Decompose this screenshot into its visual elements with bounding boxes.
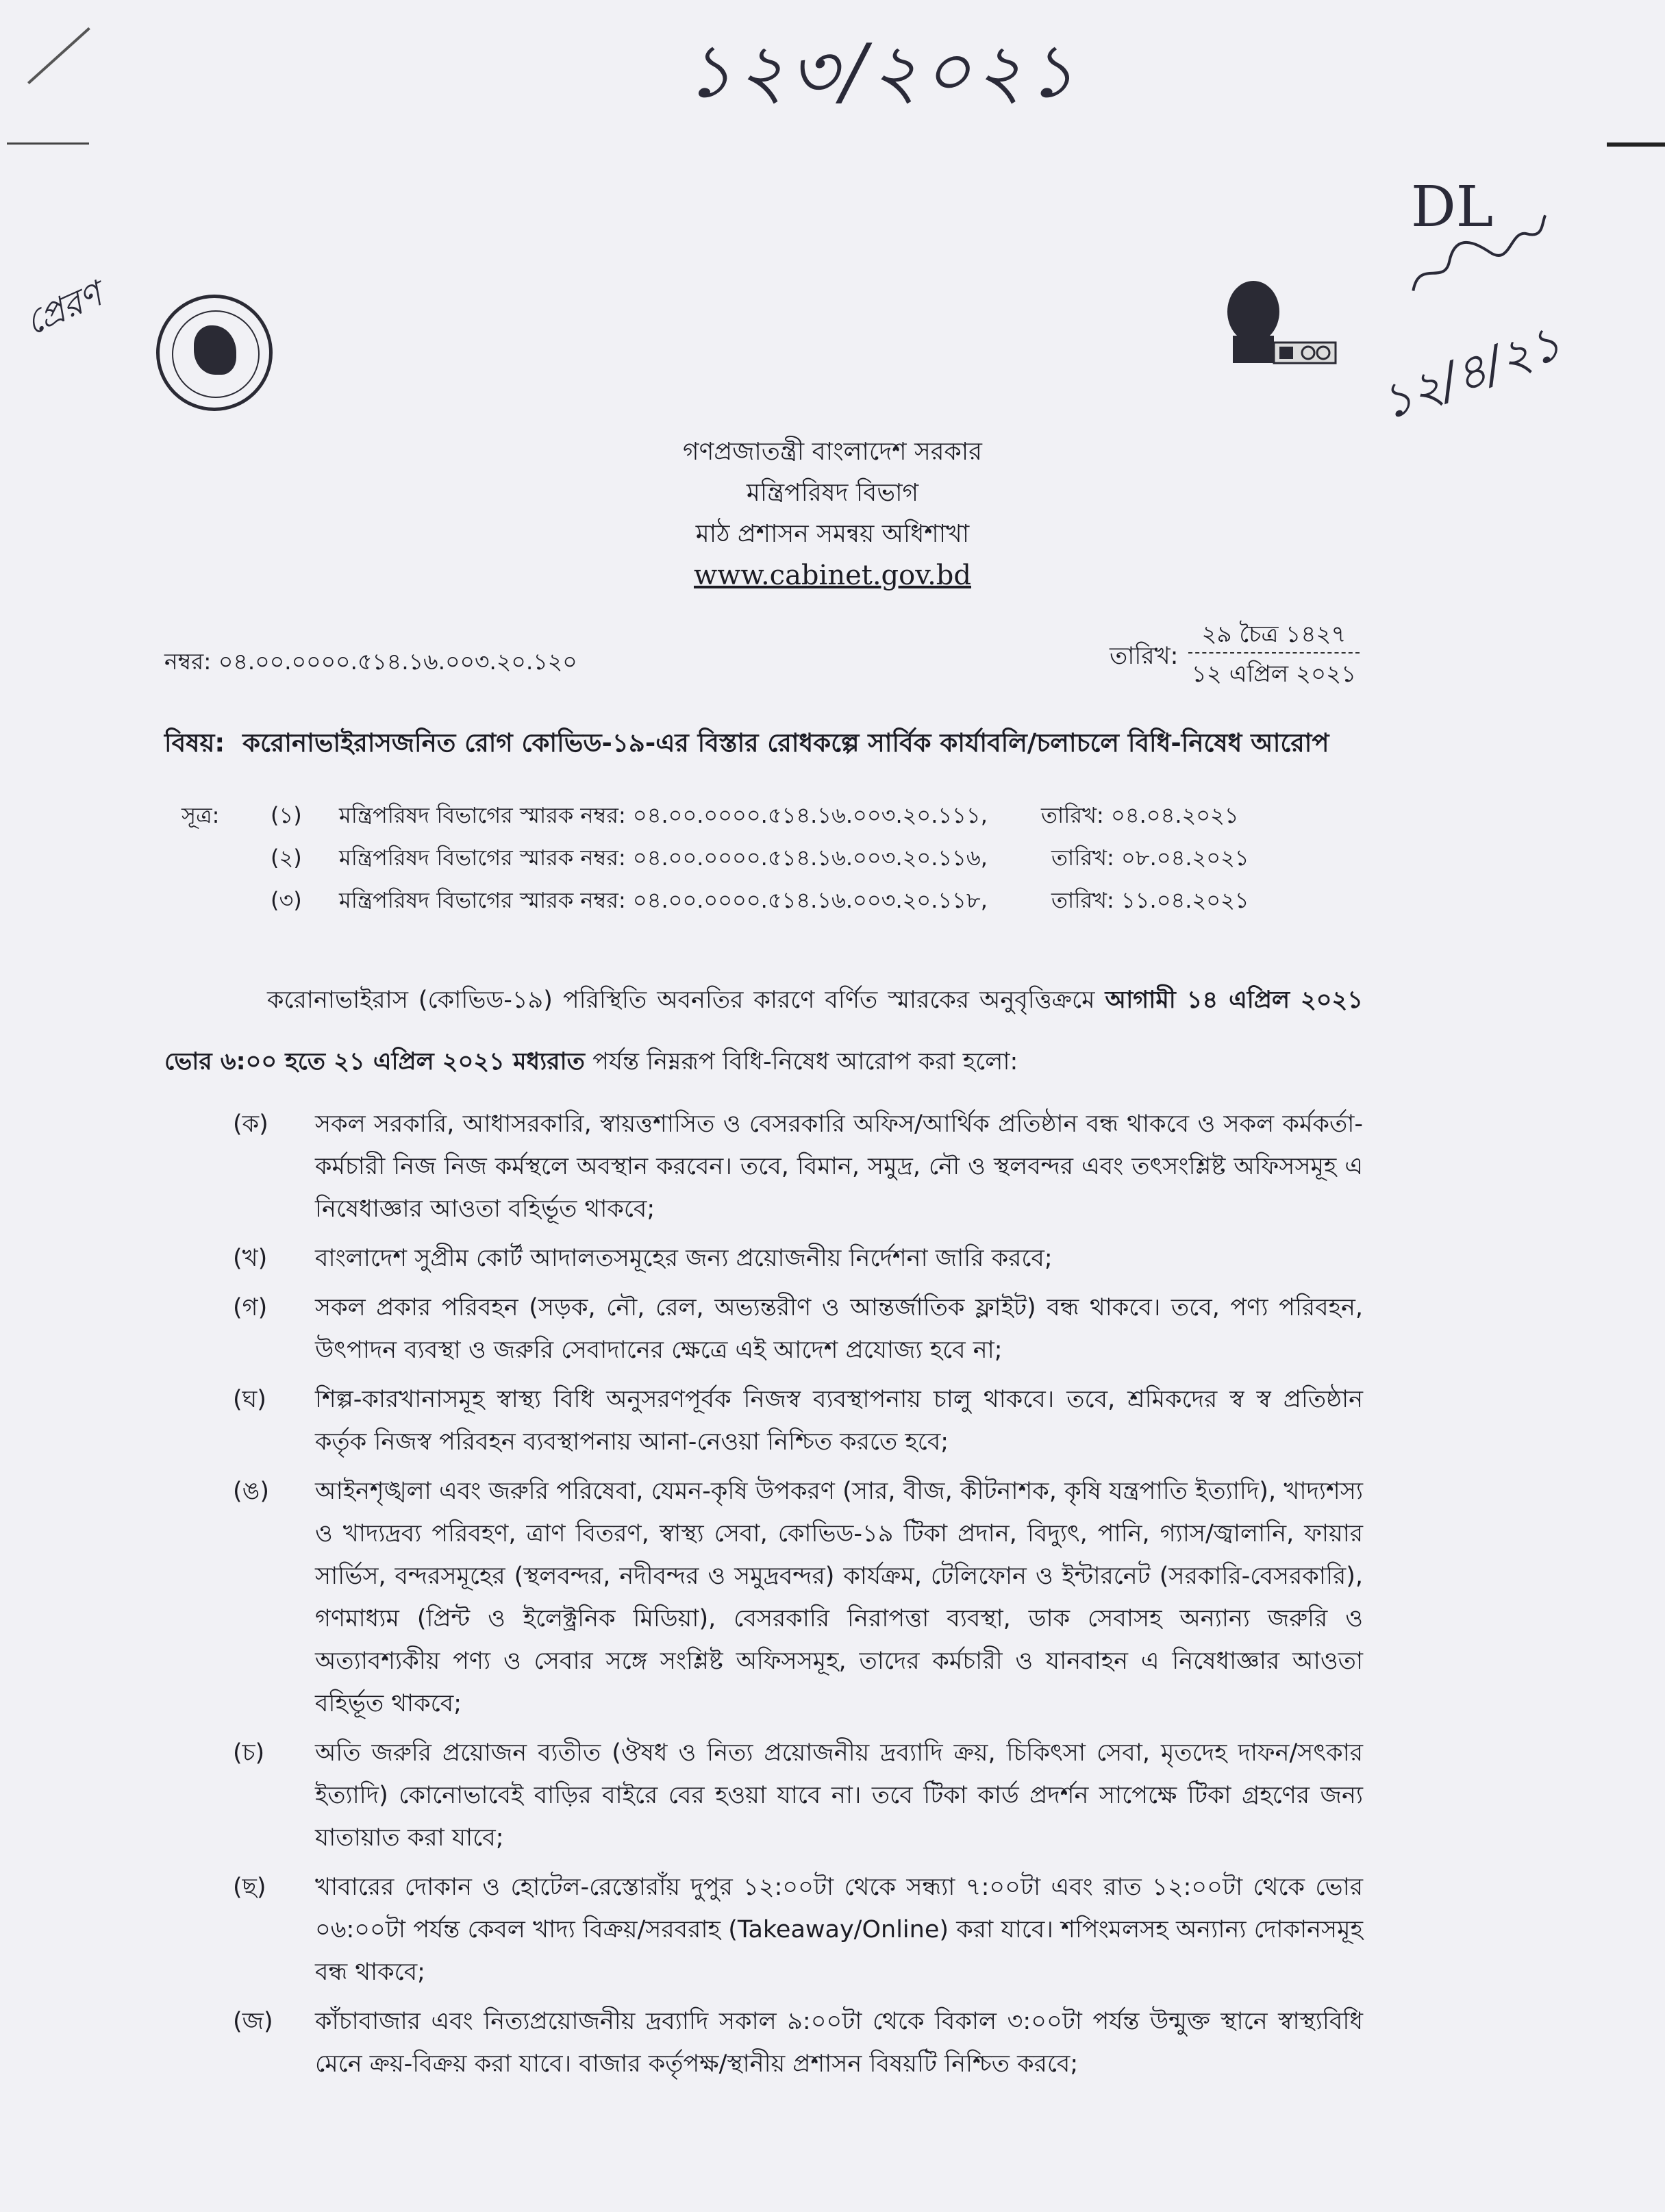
division-name: মন্ত্রিপরিষদ বিভাগ [746,479,919,507]
item-marker: (ক) [233,1110,268,1138]
subject-text: করোনাভাইরাসজনিত রোগ কোভিড-১৯-এর বিস্তার রোধকল্পে সার্বিক কার্যাবলি/চলাচলে বিধি-নিষেধ আরোপ [242,728,1329,758]
page-edge-mark [7,142,89,145]
item-marker: (খ) [233,1245,268,1272]
restriction-list [233,1103,1363,2092]
item-text: কাঁচাবাজার এবং নিত্যপ্রয়োজনীয় দ্রব্যাদি সকাল ৯:০০টা থেকে বিকাল ৩:০০টা পর্যন্ত উন্মুক্ত স্থানে স্বাস্থ্যবিধি মেনে ক্রয়-বিক্রয় করা যাবে। বাজার কর্তৃপক্ষ/স্থানীয় প্রশাসন বিষয়টি নিশ্চিত করবে; [315,2008,1363,2078]
item-text: সকল সরকারি, আধাসরকারি, স্বায়ত্তশাসিত ও বেসরকারি অফিস/আর্থিক প্রতিষ্ঠান বন্ধ থাকবে ও সকল কর্মকর্তা-কর্মচারী নিজ নিজ কর্মস্থলে অবস্থান করবেন। তবে, বিমান, সমুদ্র, নৌ ও স্থলবন্দর এবং তৎসংশ্লিষ্ট অফিসসমূহ এ নিষেধাজ্ঞার আওতা বহির্ভূত থাকবে; [315,1110,1363,1223]
item-marker: (ঙ) [233,1478,269,1505]
item-text: সকল প্রকার পরিবহন (সড়ক, নৌ, রেল, অভ্যন্তরীণ ও আন্তর্জাতিক ফ্লাইট) বন্ধ থাকবে। তবে, পণ্য পরিবহন, উৎপাদন ব্যবস্থা ও জরুরি সেবাদানের ক্ষেত্রে এই আদেশ প্রযোজ্য হবে না; [315,1294,1363,1364]
handwritten-file-number: ১২৩/২০২১ [685,29,1079,114]
handwritten-left-note: প্রেরণ [19,274,108,343]
restriction-item [233,1470,1363,1725]
source-text: মন্ত্রিপরিষদ বিভাগের স্মারক নম্বর: ০৪.০০.০০০০.৫১৪.১৬.০০৩.২০.১১৮, [339,887,988,913]
government-name: গণপ্রজাতন্ত্রী বাংলাদেশ সরকার [682,438,982,466]
government-seal-icon [156,295,273,411]
item-marker: (ছ) [233,1874,266,1901]
source-date: তারিখ: ০৪.০৪.২০২১ [1041,802,1239,828]
item-marker: (গ) [233,1294,268,1321]
source-number: (২) [271,845,302,871]
date-block [1188,617,1360,695]
restriction-item [233,1103,1363,1230]
item-text: শিল্প-কারখানাসমূহ স্বাস্থ্য বিধি অনুসরণপূর্বক নিজস্ব ব্যবস্থাপনায় চালু থাকবে। তবে, শ্রমিকদের স্ব স্ব প্রতিষ্ঠান কর্তৃক নিজস্ব পরিবহন ব্যবস্থাপনায় আনা-নেওয়া নিশ্চিত করতে হবে; [315,1386,1363,1456]
restriction-item [233,1732,1363,1859]
intro-bold-period: আগামী ১৪ এপ্রিল ২০২১ ভোর ৬:০০ হতে ২১ এপ্রিল ২০২১ মধ্যরাত [164,986,1363,1076]
source-date: তারিখ: ১১.০৪.২০২১ [1051,887,1249,913]
source-number: (১) [271,802,302,828]
item-text: আইনশৃঙ্খলা এবং জরুরি পরিষেবা, যেমন-কৃষি উপকরণ (সার, বীজ, কীটনাশক, কৃষি যন্ত্রপাতি ইত্যাদি), খাদ্যশস্য ও খাদ্যদ্রব্য পরিবহণ, ত্রাণ বিতরণ, স্বাস্থ্য সেবা, কোভিড-১৯ টিকা প্রদান, বিদ্যুৎ, পানি, গ্যাস/জ্বালানি, ফায়ার সার্ভিস, বন্দরসমূহের (স্থলবন্দর, নদীবন্দর ও সমুদ্রবন্দর) কার্যক্রম, টেলিফোন ও ইন্টারনেট (সরকারি-বেসরকারি), গণমাধ্যম (প্রিন্ট ও ইলেক্ট্রনিক মিডিয়া), বেসরকারি নিরাপত্তা ব্যবস্থা, ডাক সেবাসহ অন্যান্য জরুরি ও অত্যাবশ্যকীয় পণ্য ও সেবার সঙ্গে সংশ্লিষ্ট অফিসসমূহ, তাদের কর্মচারী ও যানবাহন এ নিষেধাজ্ঞার আওতা বহির্ভূত থাকবে; [315,1478,1363,1717]
date-separator [1188,652,1360,654]
restriction-item [233,1287,1363,1371]
subject-label: বিষয়: [164,728,225,758]
letterhead [0,432,1665,596]
website-link[interactable]: www.cabinet.gov.bd [693,560,972,591]
item-text: খাবারের দোকান ও হোটেল-রেস্তোরাঁয় দুপুর ১২:০০টা থেকে সন্ধ্যা ৭:০০টা এবং রাত ১২:০০টা থেকে ভোর ০৬:০০টা পর্যন্ত কেবল খাদ্য বিক্রয়/সরবরাহ (Takeaway/Online) করা যাবে। শপিংমলসহ অন্যান্য দোকানসমূহ বন্ধ থাকবে; [315,1874,1363,1986]
item-text: অতি জরুরি প্রয়োজন ব্যতীত (ঔষধ ও নিত্য প্রয়োজনীয় দ্রব্যাদি ক্রয়, চিকিৎসা সেবা, মৃতদেহ দাফন/সৎকার ইত্যাদি) কোনোভাবেই বাড়ির বাইরে বের হওয়া যাবে না। তবে টিকা কার্ড প্রদর্শন সাপেক্ষে টিকা গ্রহণের জন্য যাতায়াত করা যাবে; [315,1739,1363,1852]
mujib-100-logo-icon [1205,274,1342,370]
item-marker: (জ) [233,2008,273,2035]
date-gregorian: ১২ এপ্রিল ২০২১ [1191,660,1357,688]
item-marker: (ঘ) [233,1386,266,1413]
restriction-item [233,2000,1363,2085]
source-number: (৩) [271,887,302,913]
restriction-item [233,1237,1363,1280]
handwritten-date: ১২/৪/২১ [1373,314,1569,432]
bangladesh-map-icon [194,325,236,375]
source-date: তারিখ: ০৮.০৪.২০২১ [1051,845,1249,871]
date-bangla: ২৯ চৈত্র ১৪২৭ [1201,621,1347,648]
pen-stroke [27,27,90,84]
source-text: মন্ত্রিপরিষদ বিভাগের স্মারক নম্বর: ০৪.০০.০০০০.৫১৪.১৬.০০৩.২০.১১৬, [339,845,988,871]
sources-label: সূত্র: [181,802,220,828]
item-marker: (চ) [233,1739,265,1767]
restriction-item [233,1866,1363,1993]
branch-name: মাঠ প্রশাসন সমন্বয় অধিশাখা [695,520,970,548]
intro-paragraph [164,969,1363,1093]
page-edge-mark-right [1607,142,1665,147]
restriction-item [233,1378,1363,1463]
intro-text-1: করোনাভাইরাস (কোভিড-১৯) পরিস্থিতি অবনতির কারণে বর্ণিত স্মারকের অনুবৃত্তিক্রমে [267,986,1105,1014]
date-label: তারিখ: [1110,643,1179,670]
subject-line [164,723,1329,766]
source-text: মন্ত্রিপরিষদ বিভাগের স্মারক নম্বর: ০৪.০০.০০০০.৫১৪.১৬.০০৩.২০.১১১, [339,802,988,828]
item-text: বাংলাদেশ সুপ্রীম কোর্ট আদালতসমূহের জন্য প্রয়োজনীয় নির্দেশনা জারি করবে; [315,1245,1053,1272]
reference-number: নম্বর: ০৪.০০.০০০০.৫১৪.১৬.০০৩.২০.১২০ [164,648,577,675]
intro-text-2: পর্যন্ত নিম্নরূপ বিধি-নিষেধ আরোপ করা হলো: [584,1048,1018,1076]
handwritten-initials: DL [1411,175,1494,240]
